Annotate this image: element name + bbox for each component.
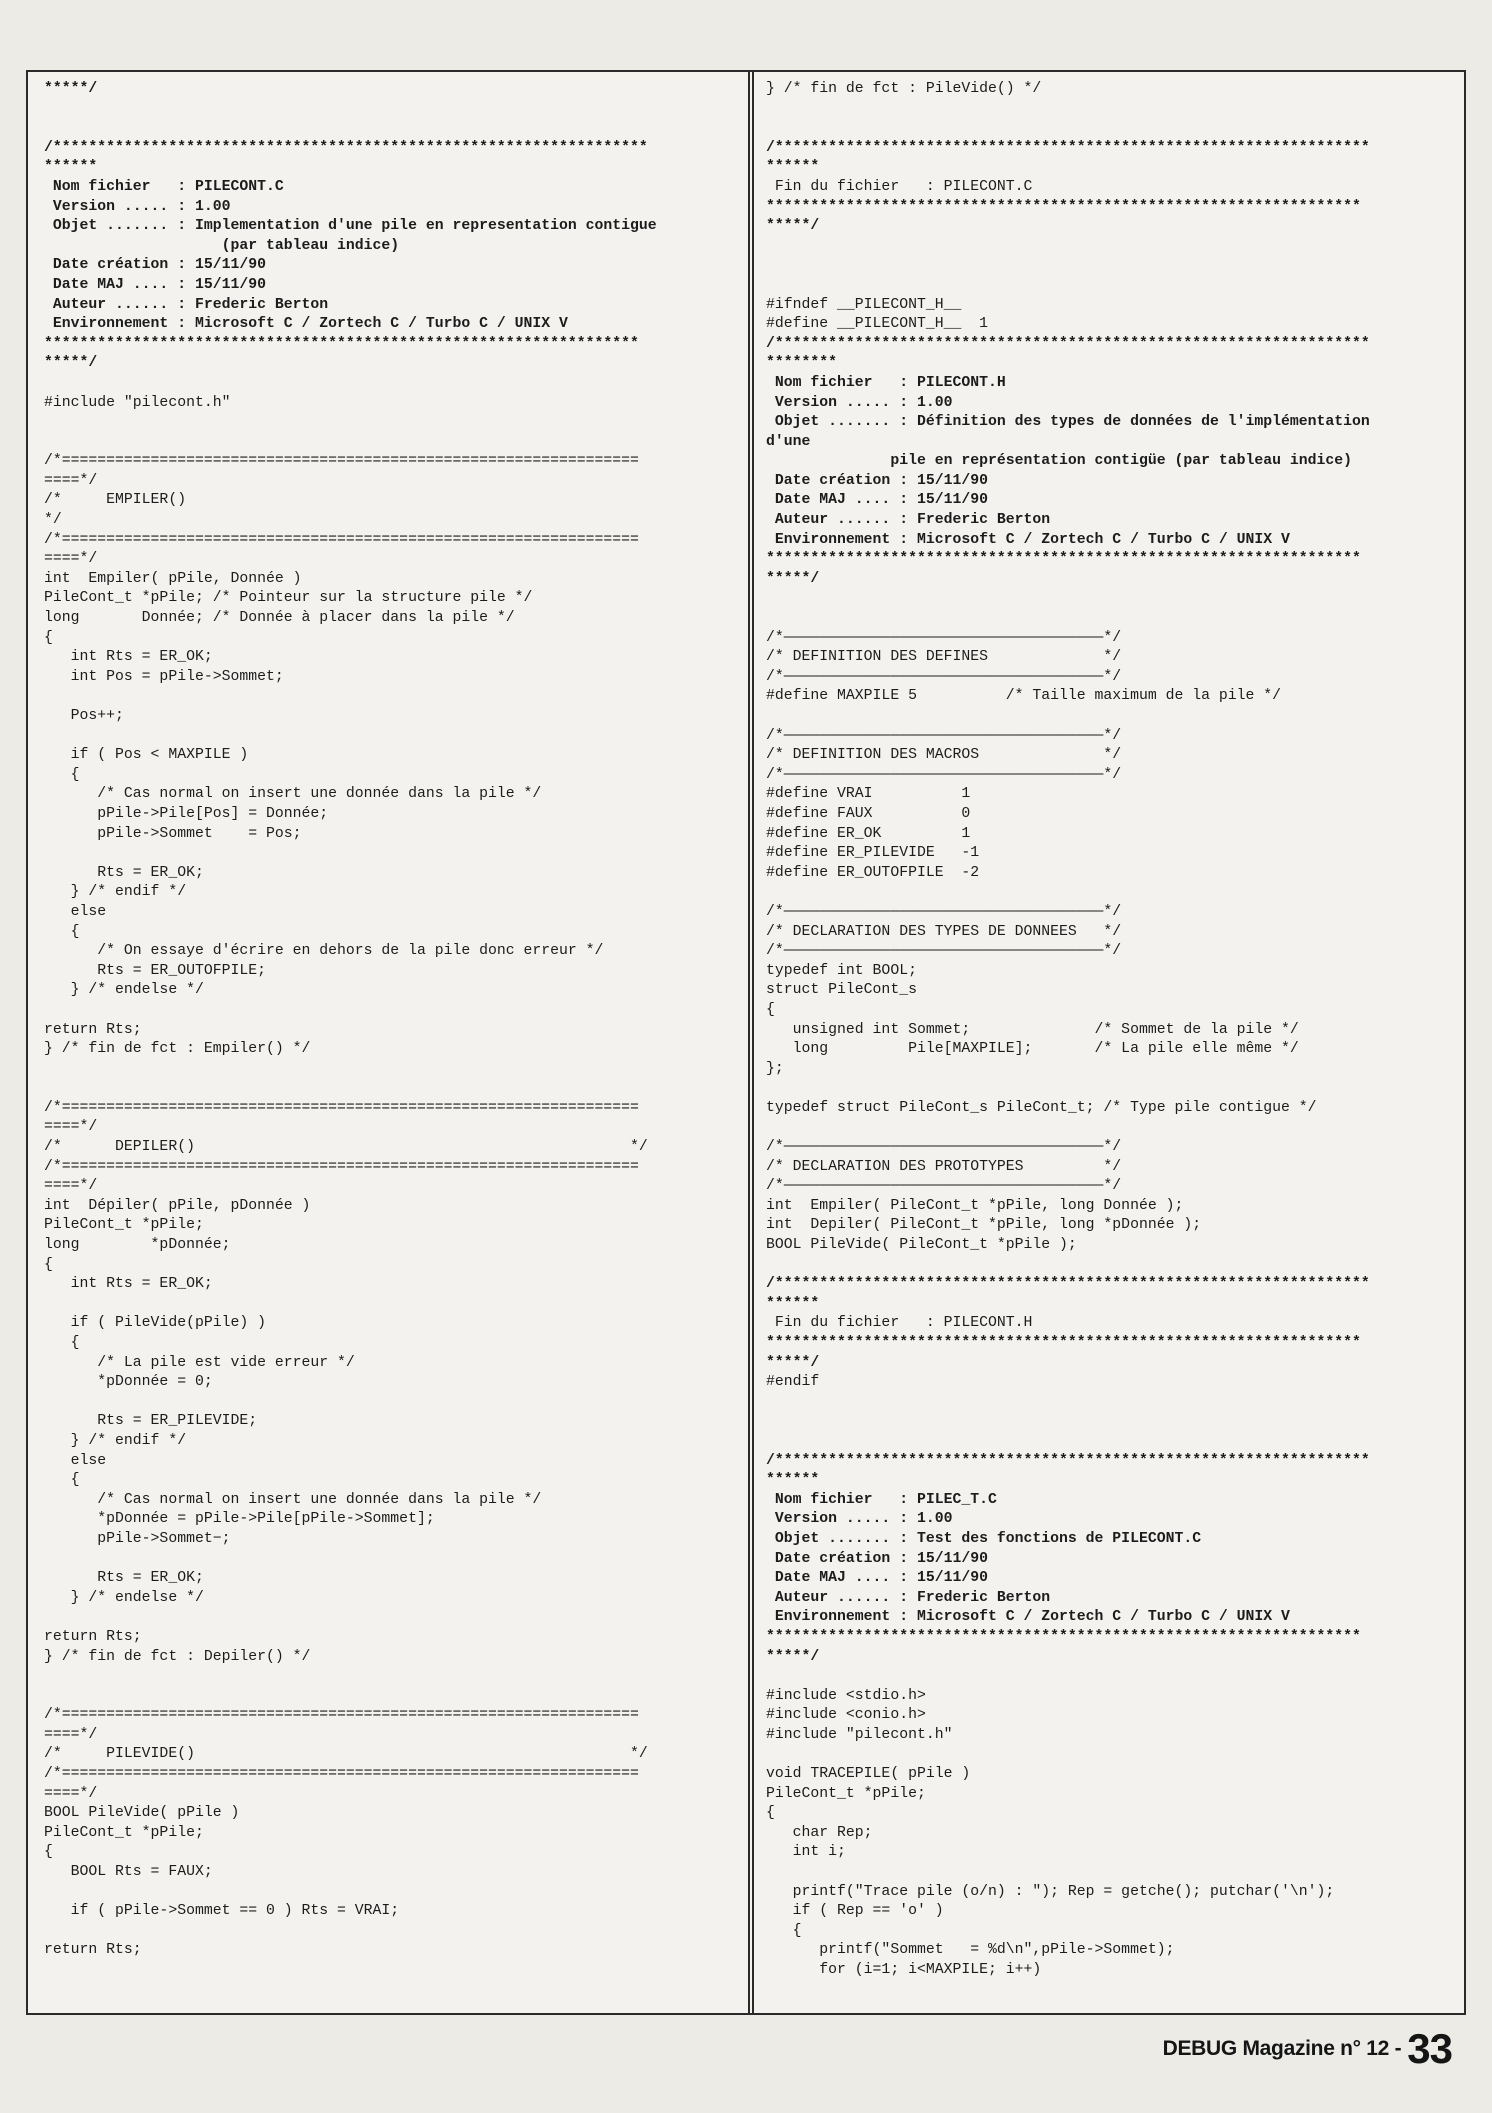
code-line: ******: [766, 1472, 820, 1489]
code-line: Environnement : Microsoft C / Zortech C / Turbo C / UNIX V: [766, 1609, 1290, 1626]
code-line: #define ER_OK 1: [766, 825, 971, 842]
code-line: } /* fin de fct : Empiler() */: [44, 1041, 311, 1058]
code-line: *****/: [44, 81, 98, 97]
code-line: {: [766, 1922, 802, 1939]
code-line: ******: [766, 159, 820, 176]
code-line: /*————————————————————————————————————*/: [766, 1178, 1122, 1195]
code-line: int Depiler( PileCont_t *pPile, long *pDonnée );: [766, 1217, 1202, 1234]
code-line: *******************************************************************: [766, 1628, 1361, 1645]
code-line: {: [44, 1256, 53, 1273]
code-line: void TRACEPILE( pPile ): [766, 1766, 971, 1783]
code-line: } /* endelse */: [44, 982, 204, 999]
code-line: Rts = ER_PILEVIDE;: [44, 1413, 258, 1430]
code-line: /*————————————————————————————————————*/: [766, 943, 1122, 960]
code-line: int Empiler( PileCont_t *pPile, long Donnée );: [766, 1197, 1184, 1214]
code-line: long Donnée; /* Donnée à placer dans la pile */: [44, 610, 515, 627]
code-line: {: [766, 1805, 775, 1822]
code-line: #ifndef __PILECONT_H__: [766, 296, 962, 313]
code-line: Nom fichier : PILECONT.C: [44, 178, 284, 195]
code-line: *******************************************************************: [44, 335, 639, 352]
code-line: int i;: [766, 1844, 846, 1861]
code-line: printf("Trace pile (o/n) : "); Rep = getche(); putchar('\n');: [766, 1883, 1335, 1900]
code-line: /*————————————————————————————————————*/: [766, 1139, 1122, 1156]
code-line: /*******************************************************************: [766, 1276, 1370, 1293]
code-line: *****/: [766, 1354, 820, 1371]
code-line: /*————————————————————————————————————*/: [766, 903, 1122, 920]
code-line: /* DEFINITION DES MACROS */: [766, 747, 1122, 764]
code-line: (par tableau indice): [44, 237, 400, 254]
listing-frame: [26, 70, 1466, 2015]
code-line: Objet ....... : Implementation d'une pile en representation contigue: [44, 218, 657, 235]
code-line: if ( Rep == 'o' ): [766, 1903, 944, 1920]
code-line: /*=================================================================: [44, 453, 639, 470]
code-line: ====*/: [44, 1119, 98, 1136]
code-line: {: [44, 923, 80, 940]
code-line: } /* endif */: [44, 1432, 187, 1449]
code-line: else: [44, 903, 107, 920]
code-line: PileCont_t *pPile;: [766, 1785, 926, 1802]
code-line: /* La pile est vide erreur */: [44, 1354, 355, 1371]
code-line: #define __PILECONT_H__ 1: [766, 316, 988, 333]
code-line: /* DEPILER() */: [44, 1139, 648, 1156]
code-line: Environnement : Microsoft C / Zortech C / Turbo C / UNIX V: [44, 316, 568, 333]
code-line: else: [44, 1452, 107, 1469]
code-line: if ( PileVide(pPile) ): [44, 1315, 266, 1332]
code-line: /*******************************************************************: [44, 139, 648, 156]
code-line: } /* fin de fct : PileVide() */: [766, 81, 1042, 97]
code-line: /* Cas normal on insert une donnée dans la pile */: [44, 1491, 542, 1508]
code-line: *****/: [766, 218, 820, 235]
code-line: /*=================================================================: [44, 1766, 639, 1783]
right-code-column: [752, 72, 1464, 2013]
code-line: BOOL Rts = FAUX;: [44, 1864, 213, 1881]
code-line: #define VRAI 1: [766, 786, 971, 803]
code-line: printf("Sommet = %d\n",pPile->Sommet);: [766, 1942, 1175, 1959]
code-line: ******: [44, 159, 98, 176]
code-line: *pDonnée = 0;: [44, 1374, 213, 1391]
code-line: #define ER_PILEVIDE -1: [766, 845, 980, 862]
code-line: /*————————————————————————————————————*/: [766, 727, 1122, 744]
code-line: /* Cas normal on insert une donnée dans la pile */: [44, 786, 542, 803]
code-line: return Rts;: [44, 1942, 142, 1959]
code-line: {: [766, 1001, 775, 1018]
code-line: for (i=1; i<MAXPILE; i++): [766, 1962, 1042, 1978]
code-line: /*=================================================================: [44, 1707, 639, 1724]
code-line: Date MAJ .... : 15/11/90: [766, 492, 988, 509]
code-line: /*————————————————————————————————————*/: [766, 629, 1122, 646]
code-line: PileCont_t *pPile;: [44, 1217, 204, 1234]
code-line: typedef struct PileCont_s PileCont_t; /* Type pile contigue */: [766, 1099, 1317, 1116]
code-line: /*————————————————————————————————————*/: [766, 766, 1122, 783]
code-line: BOOL PileVide( PileCont_t *pPile );: [766, 1237, 1077, 1254]
code-line: struct PileCont_s: [766, 982, 917, 999]
code-line: #define ER_OUTOFPILE -2: [766, 864, 980, 881]
code-line: *****/: [766, 1648, 820, 1665]
code-line: /*————————————————————————————————————*/: [766, 668, 1122, 685]
code-line: /*******************************************************************: [766, 335, 1370, 352]
code-line: pPile->Sommet−;: [44, 1530, 231, 1547]
code-line: PileCont_t *pPile;: [44, 1824, 204, 1841]
code-line: Auteur ...... : Frederic Berton: [766, 1589, 1051, 1606]
code-line: ********: [766, 355, 838, 372]
code-line: ====*/: [44, 551, 98, 568]
code-line: Date MAJ .... : 15/11/90: [44, 276, 266, 293]
code-line: #include <stdio.h>: [766, 1687, 926, 1704]
code-line: Auteur ...... : Frederic Berton: [766, 512, 1051, 529]
code-line: int Rts = ER_OK;: [44, 1276, 213, 1293]
code-line: *******************************************************************: [766, 551, 1361, 568]
code-line: */: [44, 512, 62, 529]
page-footer: [1163, 2024, 1452, 2074]
code-line: /*******************************************************************: [766, 139, 1370, 156]
code-line: };: [766, 1060, 784, 1077]
code-line: #include "pilecont.h": [766, 1726, 953, 1743]
code-line: int Pos = pPile->Sommet;: [44, 668, 284, 685]
code-line: Objet ....... : Définition des types de données de l'implémentation: [766, 414, 1370, 431]
code-line: #endif: [766, 1374, 820, 1391]
code-line: ====*/: [44, 472, 98, 489]
code-line: Environnement : Microsoft C / Zortech C / Turbo C / UNIX V: [766, 531, 1290, 548]
page-number: 33: [1407, 2025, 1452, 2072]
code-line: if ( pPile->Sommet == 0 ) Rts = VRAI;: [44, 1903, 400, 1920]
code-line: /* PILEVIDE() */: [44, 1746, 648, 1763]
code-line: #include <conio.h>: [766, 1707, 926, 1724]
code-listing-left: [28, 72, 748, 1961]
code-line: Pos++;: [44, 708, 124, 724]
code-line: Date MAJ .... : 15/11/90: [766, 1570, 988, 1587]
code-line: } /* endif */: [44, 884, 187, 901]
code-line: *pDonnée = pPile->Pile[pPile->Sommet];: [44, 1511, 435, 1528]
code-line: /* DEFINITION DES DEFINES */: [766, 649, 1122, 666]
code-line: Rts = ER_OK;: [44, 864, 204, 881]
code-line: if ( Pos < MAXPILE ): [44, 747, 249, 764]
code-line: {: [44, 1472, 80, 1489]
code-line: /*=================================================================: [44, 531, 639, 548]
code-line: int Empiler( pPile, Donnée ): [44, 570, 302, 587]
code-line: {: [44, 1844, 53, 1861]
code-line: char Rep;: [766, 1824, 873, 1841]
code-line: Objet ....... : Test des fonctions de PILECONT.C: [766, 1530, 1202, 1547]
code-line: #define FAUX 0: [766, 805, 971, 822]
code-line: long *pDonnée;: [44, 1237, 231, 1254]
code-line: BOOL PileVide( pPile ): [44, 1805, 240, 1822]
code-line: /*******************************************************************: [766, 1452, 1370, 1469]
code-line: long Pile[MAXPILE]; /* La pile elle même */: [766, 1041, 1299, 1058]
code-line: Version ..... : 1.00: [766, 1511, 953, 1528]
code-line: typedef int BOOL;: [766, 962, 917, 979]
code-line: ******: [766, 1295, 820, 1312]
code-line: {: [44, 766, 80, 783]
code-line: *****/: [44, 355, 98, 372]
code-line: *******************************************************************: [766, 198, 1361, 215]
code-line: /* EMPILER(): [44, 492, 187, 509]
code-line: Auteur ...... : Frederic Berton: [44, 296, 329, 313]
code-line: {: [44, 1335, 80, 1351]
code-line: ====*/: [44, 1785, 98, 1802]
code-line: Rts = ER_OUTOFPILE;: [44, 962, 266, 979]
left-code-column: [28, 72, 750, 2013]
code-line: Date création : 15/11/90: [44, 257, 266, 274]
code-line: return Rts;: [44, 1628, 142, 1645]
code-line: int Rts = ER_OK;: [44, 649, 213, 666]
code-line: Nom fichier : PILECONT.H: [766, 374, 1006, 391]
magazine-label: DEBUG Magazine n° 12 -: [1162, 2037, 1402, 2060]
code-line: Nom fichier : PILEC_T.C: [766, 1491, 997, 1508]
code-line: unsigned int Sommet; /* Sommet de la pile */: [766, 1021, 1299, 1038]
code-line: ====*/: [44, 1178, 98, 1195]
code-line: Date création : 15/11/90: [766, 1550, 988, 1567]
code-line: return Rts;: [44, 1021, 142, 1038]
code-line: d'une: [766, 433, 811, 450]
code-line: PileCont_t *pPile; /* Pointeur sur la structure pile */: [44, 590, 533, 607]
code-line: {: [44, 629, 53, 646]
code-line: /* DECLARATION DES TYPES DE DONNEES */: [766, 923, 1122, 940]
code-line: Version ..... : 1.00: [766, 394, 953, 411]
code-line: *****/: [766, 570, 820, 587]
code-line: Version ..... : 1.00: [44, 198, 231, 215]
code-listing-right: [754, 72, 1464, 1981]
code-line: Rts = ER_OK;: [44, 1570, 204, 1587]
code-line: ====*/: [44, 1726, 98, 1743]
code-line: } /* fin de fct : Depiler() */: [44, 1648, 311, 1665]
code-line: #include "pilecont.h": [44, 394, 231, 411]
code-line: /*=================================================================: [44, 1099, 639, 1116]
code-line: /* On essaye d'écrire en dehors de la pile donc erreur */: [44, 943, 604, 960]
code-line: #define MAXPILE 5 /* Taille maximum de la pile */: [766, 688, 1282, 705]
code-line: Fin du fichier : PILECONT.C: [766, 178, 1033, 195]
code-line: /*=================================================================: [44, 1158, 639, 1175]
code-line: Fin du fichier : PILECONT.H: [766, 1315, 1033, 1332]
code-line: pPile->Pile[Pos] = Donnée;: [44, 805, 329, 822]
code-line: pPile->Sommet = Pos;: [44, 825, 302, 842]
code-line: int Dépiler( pPile, pDonnée ): [44, 1197, 311, 1214]
code-line: Date création : 15/11/90: [766, 472, 988, 489]
code-line: pile en représentation contigüe (par tableau indice): [766, 453, 1353, 470]
code-line: } /* endelse */: [44, 1589, 204, 1606]
code-line: *******************************************************************: [766, 1335, 1361, 1351]
code-line: /* DECLARATION DES PROTOTYPES */: [766, 1158, 1122, 1175]
